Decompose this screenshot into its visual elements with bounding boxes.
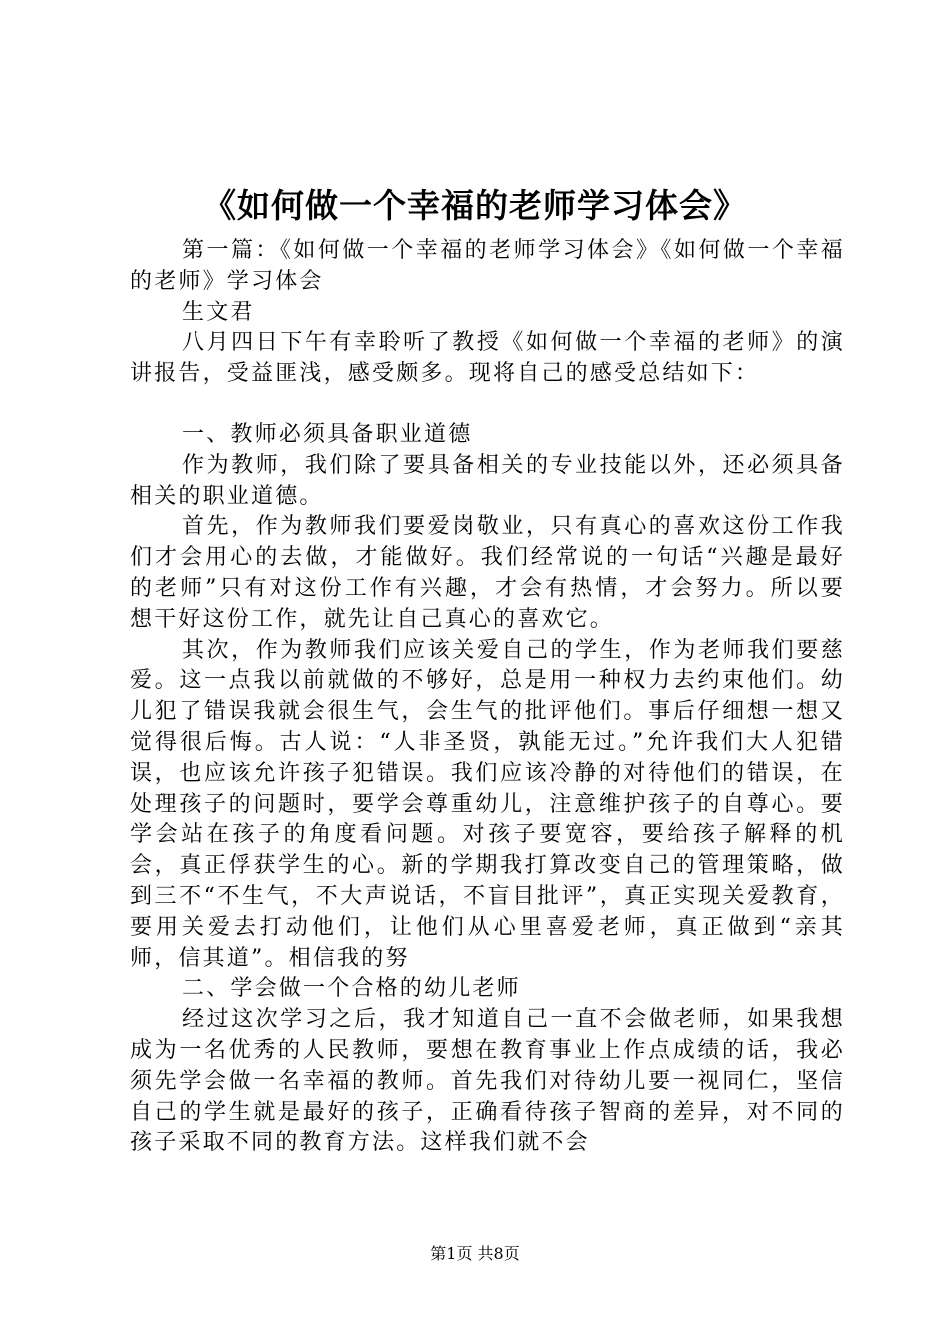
section-heading-1: 一、教师必须具备职业道德 xyxy=(182,421,473,447)
paragraph-study: 经过这次学习之后，我才知道自己一直不会做老师，如果我想成为一名优秀的人民教师，要想在教育事业上作点成绩的话，我必须先学会做一名幸福的教师。首先我们对待幼儿要一视同仁，坚信自己的学生就是最好的孩子，正确看待孩子智商的差异，对不同的孩子采取不同的教育方法。这样我们就不会 xyxy=(130,1007,845,1156)
section-heading-2: 二、学会做一个合格的幼儿老师 xyxy=(182,976,521,1002)
page-number-footer: 第1页 共8页 xyxy=(430,1244,520,1263)
document-body xyxy=(130,236,845,1159)
paragraph-ethics: 作为教师，我们除了要具备相关的专业技能以外，还必须具备相关的职业道德。 xyxy=(130,452,845,509)
paragraph-spacer xyxy=(130,390,845,420)
author-name: 生文君 xyxy=(182,299,255,325)
paragraph-intro: 第一篇：《如何做一个幸福的老师学习体会》《如何做一个幸福的老师》学习体会 xyxy=(130,238,845,294)
paragraph-opening: 八月四日下午有幸聆听了教授《如何做一个幸福的老师》的演讲报告，受益匪浅，感受颇多。现将自己的感受总结如下： xyxy=(130,330,845,387)
paragraph-first: 首先，作为教师我们要爱岗敬业，只有真心的喜欢这份工作我们才会用心的去做，才能做好。我们经常说的一句话“兴趣是最好的老师”只有对这份工作有兴趣，才会有热情，才会努力。所以要想干好这份工作，就先让自己真心的喜欢它。 xyxy=(130,514,845,632)
document-title: 《如何做一个幸福的老师学习体会》 xyxy=(203,186,747,225)
paragraph-second: 其次，作为教师我们应该关爱自己的学生，作为老师我们要慈爱。这一点我以前就做的不够好，总是用一种权力去约束他们。幼儿犯了错误我就会很生气，会生气的批评他们。事后仔细想一想又觉得很后悔。古人说：“人非圣贤，孰能无过。”允许我们大人犯错误，也应该允许孩子犯错误。我们应该冷静的对待他们的错误，在处理孩子的问题时，要学会尊重幼儿，注意维护孩子的自尊心。要学会站在孩子的角度看问题。对孩子要宽容，要给孩子解释的机会，真正俘获学生的心。新的学期我打算改变自己的管理策略，做到三不“不生气，不大声说话，不盲目批评”，真正实现关爱教育，要用关爱去打动他们，让他们从心里喜爱老师，真正做到“亲其师，信其道”。相信我的努 xyxy=(130,637,845,971)
